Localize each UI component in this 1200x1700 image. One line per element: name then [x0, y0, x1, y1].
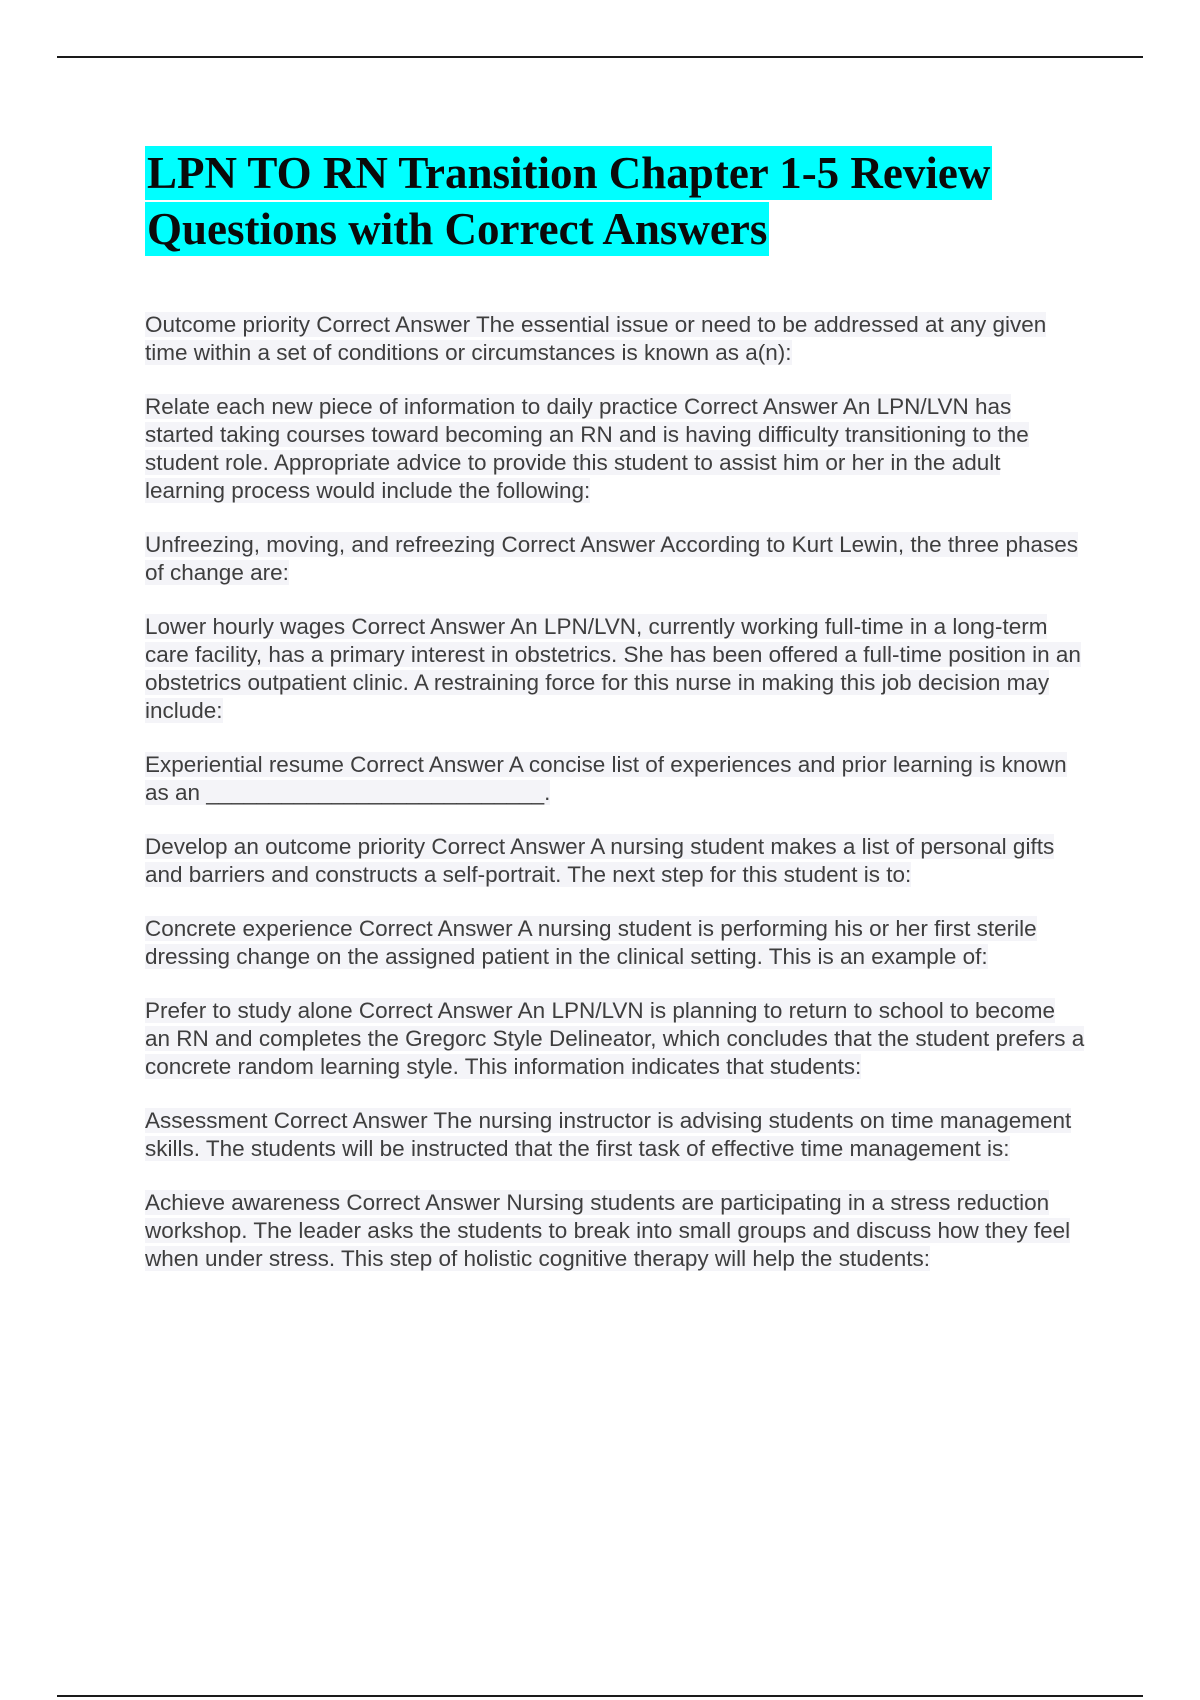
qa-entry-text: Concrete experience Correct Answer A nursing student is performing his or her first sterile dressing change on the assigned patient in the clinical setting. This is an example of:: [145, 916, 1037, 969]
qa-entry: [145, 531, 1085, 587]
qa-entry: [145, 751, 1085, 807]
bottom-rule: [57, 1695, 1143, 1697]
document-title: [145, 145, 1075, 257]
qa-entry-text: Prefer to study alone Correct Answer An LPN/LVN is planning to return to school to become an RN and completes the Gregorc Style Delineator, which concludes that the student prefers a concrete random learning style. This information indicates that students:: [145, 998, 1085, 1079]
qa-entry: [145, 1107, 1085, 1163]
document-title-text: LPN TO RN Transition Chapter 1-5 Review Questions with Correct Answers: [147, 148, 991, 254]
qa-entry: [145, 1189, 1085, 1273]
qa-entry-text: Outcome priority Correct Answer The essential issue or need to be addressed at any given time within a set of conditions or circumstances is known as a(n):: [145, 312, 1047, 365]
qa-entry-text: Assessment Correct Answer The nursing instructor is advising students on time management skills. The students will be instructed that the first task of effective time management is:: [145, 1108, 1072, 1161]
qa-entry: [145, 833, 1085, 889]
qa-entry: [145, 311, 1085, 367]
qa-entry-text: Unfreezing, moving, and refreezing Correct Answer According to Kurt Lewin, the three phases of change are:: [145, 532, 1078, 585]
qa-entry-text: Lower hourly wages Correct Answer An LPN/LVN, currently working full-time in a long-term care facility, has a primary interest in obstetrics. She has been offered a full-time position in an obstetrics outpatient clinic. A restraining force for this nurse in making this job decision may include:: [145, 614, 1081, 723]
qa-list: [145, 311, 1085, 1299]
qa-entry-text: Relate each new piece of information to daily practice Correct Answer An LPN/LVN has started taking courses toward becoming an RN and is having difficulty transitioning to the student role. Appropriate advice to provide this student to assist him or her in the adult learning process would include the following:: [145, 394, 1029, 503]
qa-entry: [145, 915, 1085, 971]
qa-entry-text: Develop an outcome priority Correct Answer A nursing student makes a list of personal gifts and barriers and constructs a self-portrait. The next step for this student is to:: [145, 834, 1055, 887]
top-rule: [57, 56, 1143, 58]
qa-entry: [145, 613, 1085, 725]
qa-entry-text: Experiential resume Correct Answer A concise list of experiences and prior learning is known as an ___________________________.: [145, 752, 1067, 805]
qa-entry: [145, 997, 1085, 1081]
qa-entry: [145, 393, 1085, 505]
qa-entry-text: Achieve awareness Correct Answer Nursing students are participating in a stress reduction workshop. The leader asks the students to break into small groups and discuss how they feel when under stress. This step of holistic cognitive therapy will help the students:: [145, 1190, 1071, 1271]
